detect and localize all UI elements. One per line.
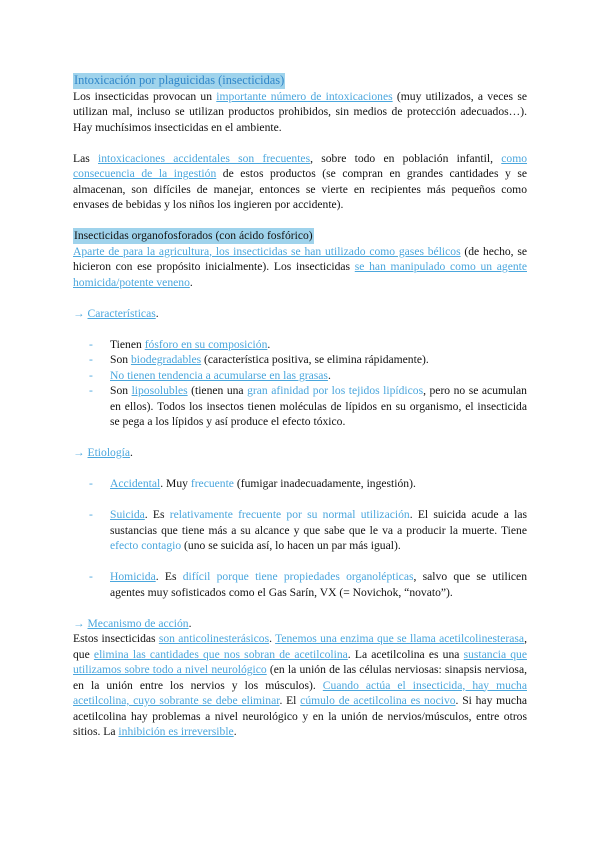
text-run: . La acetilcolina es una <box>347 647 464 661</box>
text-run: , que <box>73 632 527 661</box>
list-item <box>73 352 527 368</box>
heading-characteristics-end: . <box>155 306 159 320</box>
highlighted-text: frecuente <box>190 477 234 490</box>
highlighted-text: como consecuencia de la ingestión <box>73 151 528 180</box>
text-run: (muy utilizados, a veces se utilizan mal, incluso se utilizan productos prohibidos, sin medios de protección adecuados…). Hay muchísimos insecticidas en el ambiente. <box>73 89 527 134</box>
text-run: . <box>267 337 271 351</box>
heading-mechanism <box>73 616 527 632</box>
text-run: . Si hay mucha acetilcolina hay problemas a nivel neurológico y en la unión de nervios/músculos, entre otros sitios. La <box>73 694 528 738</box>
arrow-icon: → <box>73 306 85 320</box>
text-run: . Es <box>144 508 170 521</box>
highlighted-text: efecto contagio <box>110 539 182 552</box>
highlighted-text: Aparte de para la agricultura, los insecticidas se han utilizado como gases bélicos <box>73 244 461 258</box>
highlighted-text: biodegradables <box>130 353 202 366</box>
bullet-dash-icon: - <box>89 384 93 397</box>
text-run: de estos productos (se compran en grandes cantidades y se almacenan, son difíciles de manejar, entonces se vierte en recipientes más pequeños como envases de bebidas y los niños los ingieren por accidente). <box>73 167 527 211</box>
text-run: . Muy <box>160 477 191 490</box>
heading-characteristics <box>73 306 527 322</box>
bullet-dash-icon: - <box>89 353 93 366</box>
highlighted-text: Suicida <box>110 508 145 521</box>
bullet-dash-icon: - <box>89 337 93 351</box>
text-run: (tienen una <box>187 384 248 397</box>
text-run: Son <box>110 384 132 397</box>
heading-etiology <box>73 445 527 461</box>
list-item <box>73 476 527 492</box>
highlighted-text: elimina las cantidades que nos sobran de acetilcolina <box>93 647 348 661</box>
text-run: Tienen <box>110 337 145 351</box>
bullet-dash-icon: - <box>89 570 93 583</box>
heading-etiology-label: Etiología <box>87 446 131 459</box>
text-run: (uno se suicida así, lo hacen un par más igual). <box>181 539 401 552</box>
paragraph-accidents <box>73 151 527 213</box>
arrow-icon: → <box>73 446 85 459</box>
list-item <box>73 383 527 430</box>
text-run: Estos insecticidas <box>73 632 159 645</box>
paragraph-organophosphates <box>73 244 527 291</box>
highlighted-text: son anticolinesterásicos <box>158 632 270 645</box>
highlighted-text: Tenemos una enzima que se llama acetilcolinesterasa <box>275 632 525 645</box>
heading-mechanism-label: Mecanismo de acción <box>87 616 189 630</box>
paragraph-intro <box>73 89 527 136</box>
document-content <box>73 73 527 740</box>
highlighted-text: se han manipulado como un agente homicida/potente veneno <box>73 260 527 289</box>
list-item <box>73 337 527 353</box>
text-run: Son <box>110 353 131 366</box>
highlighted-text: Homicida <box>110 570 156 583</box>
etiology-list <box>73 476 527 600</box>
section-title: Intoxicación por plaguicidas (insecticidas) <box>74 73 285 87</box>
list-item <box>73 507 527 554</box>
highlighted-text: cúmulo de acetilcolina es nocivo <box>300 694 456 707</box>
text-run: (de hecho, se hicieron con ese propósito inicialmente). Los insecticidas <box>73 244 527 273</box>
highlighted-text: intoxicaciones accidentales son frecuentes <box>98 151 311 165</box>
list-item <box>73 368 527 384</box>
text-run: , sobre todo en población infantil, <box>310 151 502 165</box>
text-run: (característica positiva, se elimina rápidamente). <box>201 353 429 366</box>
arrow-icon: → <box>73 616 85 630</box>
bullet-dash-icon: - <box>89 368 93 382</box>
heading-etiology-end: . <box>130 446 133 459</box>
highlighted-text: inhibición es irreversible <box>118 725 234 738</box>
heading-mechanism-end: . <box>188 616 192 630</box>
highlighted-text: Accidental <box>110 477 161 490</box>
bullet-dash-icon: - <box>89 477 93 490</box>
text-run: , salvo que se utilicen agentes muy sofisticados como el Gas Sarín, VX (= Novichok, “novato”). <box>110 570 528 599</box>
text-run: . <box>233 725 237 738</box>
text-run: . El suicida acude a las sustancias que tiene más a su alcance y que sabe que le va a producir la muerte. Tiene <box>110 508 527 537</box>
highlighted-text: No tienen tendencia a acumularse en las grasas <box>110 368 328 382</box>
section-title-wrap <box>73 73 527 89</box>
highlighted-text: difícil porque tiene propiedades organolépticas <box>182 570 414 583</box>
highlighted-text: Cuando actúa el insecticida, hay mucha acetilcolina, cuyo sobrante se debe eliminar <box>73 678 527 707</box>
highlighted-text: liposolubles <box>131 384 188 397</box>
subsection-title: Insecticidas organofosforados (con ácido fosfórico) <box>74 229 313 242</box>
text-run: . Es <box>155 570 183 583</box>
heading-characteristics-label: Características <box>87 306 156 320</box>
subsection-title-wrap <box>73 228 527 244</box>
bullet-dash-icon: - <box>89 508 93 521</box>
characteristics-list <box>73 337 527 430</box>
text-run: (en la unión de las células nerviosas: sinapsis nerviosa, en la unión entre los nervios y los músculos). <box>73 663 527 692</box>
highlighted-text: fósforo en su composición <box>144 337 268 351</box>
highlighted-text: relativamente frecuente por su normal utilización <box>169 508 410 521</box>
highlighted-text: gran afinidad por los tejidos lipídicos <box>247 384 424 397</box>
text-run: . <box>269 632 276 645</box>
text-run: Los insecticidas provocan un <box>73 89 217 103</box>
text-run: Las <box>73 151 98 165</box>
text-run: , pero no se acumulan en ellos). Todos los insectos tienen moléculas de lípidos en su organismo, el insecticida se pega a los lípidos y así produce el efecto tóxico. <box>110 384 527 428</box>
text-run: . <box>327 368 331 382</box>
paragraph-mechanism <box>73 631 527 740</box>
text-run: . <box>189 275 193 289</box>
highlighted-text: sustancia que utilizamos sobre todo a nivel neurológico <box>73 647 527 676</box>
text-run: (fumigar inadecuadamente, ingestión). <box>233 477 416 490</box>
highlighted-text: importante número de intoxicaciones <box>216 89 393 103</box>
text-run: . El <box>279 694 301 707</box>
list-item <box>73 569 527 600</box>
